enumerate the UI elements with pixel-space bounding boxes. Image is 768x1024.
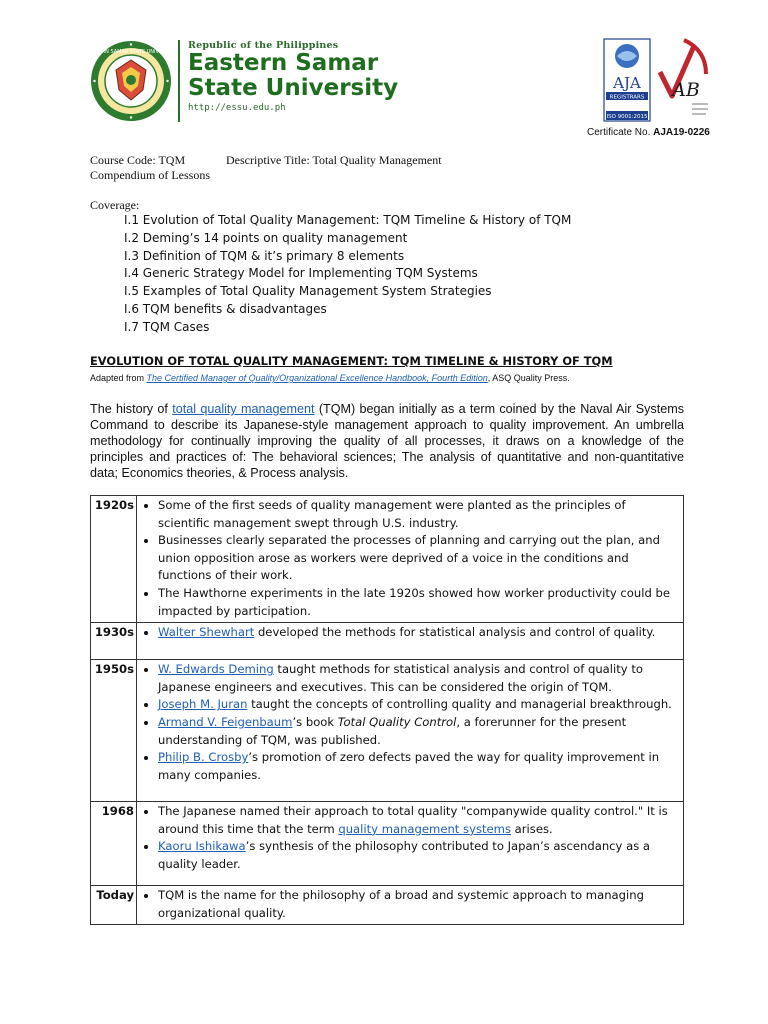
events-cell xyxy=(137,660,684,802)
university-header xyxy=(178,40,438,122)
events-cell xyxy=(137,886,684,925)
events-cell xyxy=(137,623,684,660)
list-item: • Some of the first seeds of quality management were planted as the principles of scientific management swept through U.S. industry. xyxy=(158,497,679,532)
coverage-item: I.5 Examples of Total Quality Management System Strategies xyxy=(124,284,492,299)
coverage-list xyxy=(124,212,571,337)
table-row xyxy=(91,802,684,886)
university-name-line1: Eastern Samar xyxy=(188,50,379,76)
tqm-timeline-table xyxy=(90,495,684,925)
coverage-label: Coverage: xyxy=(90,198,140,212)
course-code: Course Code: TQM xyxy=(90,153,186,167)
aja-registrars-logo xyxy=(603,38,651,122)
republic-label: Republic of the Philippines xyxy=(188,40,339,51)
feigenbaum-link[interactable]: Armand V. Feigenbaum xyxy=(158,714,293,729)
year-cell: Today xyxy=(91,886,137,925)
list-item: • Walter Shewhart developed the methods for statistical analysis and control of quality. xyxy=(158,624,679,642)
accreditation-ab-logo xyxy=(654,38,710,124)
ishikawa-link[interactable]: Kaoru Ishikawa xyxy=(158,839,246,854)
coverage-item: I.2 Deming’s 14 points on quality management xyxy=(124,230,408,245)
section-heading: EVOLUTION OF TOTAL QUALITY MANAGEMENT: TQM TIMELINE & HISTORY OF TQM xyxy=(90,354,613,368)
university-name-line2: State University xyxy=(188,75,399,101)
list-item: • TQM is the name for the philosophy of a broad and systemic approach to managing organizational quality. xyxy=(158,887,679,922)
coverage-item: I.4 Generic Strategy Model for Implementing TQM Systems xyxy=(124,266,478,281)
adapted-from-note: Adapted from The Certified Manager of Quality/Organizational Excellence Handbook, Fourth Edition, ASQ Quality Press. xyxy=(90,373,570,383)
table-row xyxy=(91,623,684,660)
certificate-number: Certificate No. AJA19-0226 xyxy=(587,127,710,138)
svg-text:ISO 9001:2015: ISO 9001:2015 xyxy=(606,114,648,120)
list-item: • Philip B. Crosby’s promotion of zero defects paved the way for quality improvement in many companies. xyxy=(158,749,679,784)
list-item: • Businesses clearly separated the processes of planning and carrying out the plan, and union opposition arose as workers were deprived of a voice in the conditions and functions of their work. xyxy=(158,532,679,585)
events-cell xyxy=(137,802,684,886)
table-row xyxy=(91,886,684,925)
svg-text:REGISTRARS: REGISTRARS xyxy=(609,94,645,101)
list-item: • Joseph M. Juran taught the concepts of controlling quality and managerial breakthrough. xyxy=(158,696,679,714)
intro-paragraph: The history of total quality management (TQM) began initially as a term coined by the Naval Air Systems Command to describe its Japanese-style management approach to quality improvement. An umbrella methodology for continually improving the quality of all processes, it draws on a knowledge of the principles and practices of: The behavioral sciences; The analysis of quantitative and non-quantitative data; Economics theories, & Process analysis. xyxy=(90,402,685,480)
year-cell: 1968 xyxy=(91,802,137,886)
handbook-link[interactable]: The Certified Manager of Quality/Organizational Excellence Handbook, Fourth Edition xyxy=(146,373,488,383)
university-url[interactable]: http://essu.edu.ph xyxy=(188,103,286,113)
deming-link[interactable]: W. Edwards Deming xyxy=(158,662,274,677)
compendium-label: Compendium of Lessons xyxy=(90,168,210,182)
list-item: • Armand V. Feigenbaum’s book Total Quality Control, a forerunner for the present understanding of TQM, was published. xyxy=(158,714,679,749)
descriptive-title: Descriptive Title: Total Quality Management xyxy=(226,153,442,167)
svg-text:AB: AB xyxy=(672,79,700,101)
juran-link[interactable]: Joseph M. Juran xyxy=(158,697,248,712)
svg-text:EASTERN SAMAR STATE UNIVERSITY: EASTERN SAMAR STATE UNIVERSITY xyxy=(90,49,172,55)
list-item: • The Japanese named their approach to total quality "companywide quality control." It is around this time that the term quality management systems arises. xyxy=(158,803,679,838)
qms-link[interactable]: quality management systems xyxy=(338,821,511,836)
table-row xyxy=(91,660,684,802)
list-item: • The Hawthorne experiments in the late 1920s showed how worker productivity could be impacted by participation. xyxy=(158,585,679,620)
coverage-item: I.1 Evolution of Total Quality Management: TQM Timeline & History of TQM xyxy=(124,213,572,227)
svg-text:AJA: AJA xyxy=(613,74,641,92)
crosby-link[interactable]: Philip B. Crosby xyxy=(158,750,249,765)
university-seal-logo xyxy=(90,40,172,122)
coverage-item: I.6 TQM benefits & disadvantages xyxy=(124,301,327,316)
shewhart-link[interactable]: Walter Shewhart xyxy=(158,625,255,640)
list-item: • W. Edwards Deming taught methods for statistical analysis and control of quality to Japanese engineers and executives. This can be considered the origin of TQM. xyxy=(158,661,679,696)
coverage-item: I.7 TQM Cases xyxy=(124,319,210,334)
events-cell xyxy=(137,496,684,623)
year-cell: 1930s xyxy=(91,623,137,660)
course-info xyxy=(90,153,442,183)
year-cell: 1920s xyxy=(91,496,137,623)
year-cell: 1950s xyxy=(91,660,137,802)
list-item: • Kaoru Ishikawa’s synthesis of the philosophy contributed to Japan’s ascendancy as a quality leader. xyxy=(158,838,679,873)
tqm-link[interactable]: total quality management xyxy=(172,402,315,416)
table-row xyxy=(91,496,684,623)
coverage-item: I.3 Definition of TQM & it’s primary 8 elements xyxy=(124,248,405,263)
